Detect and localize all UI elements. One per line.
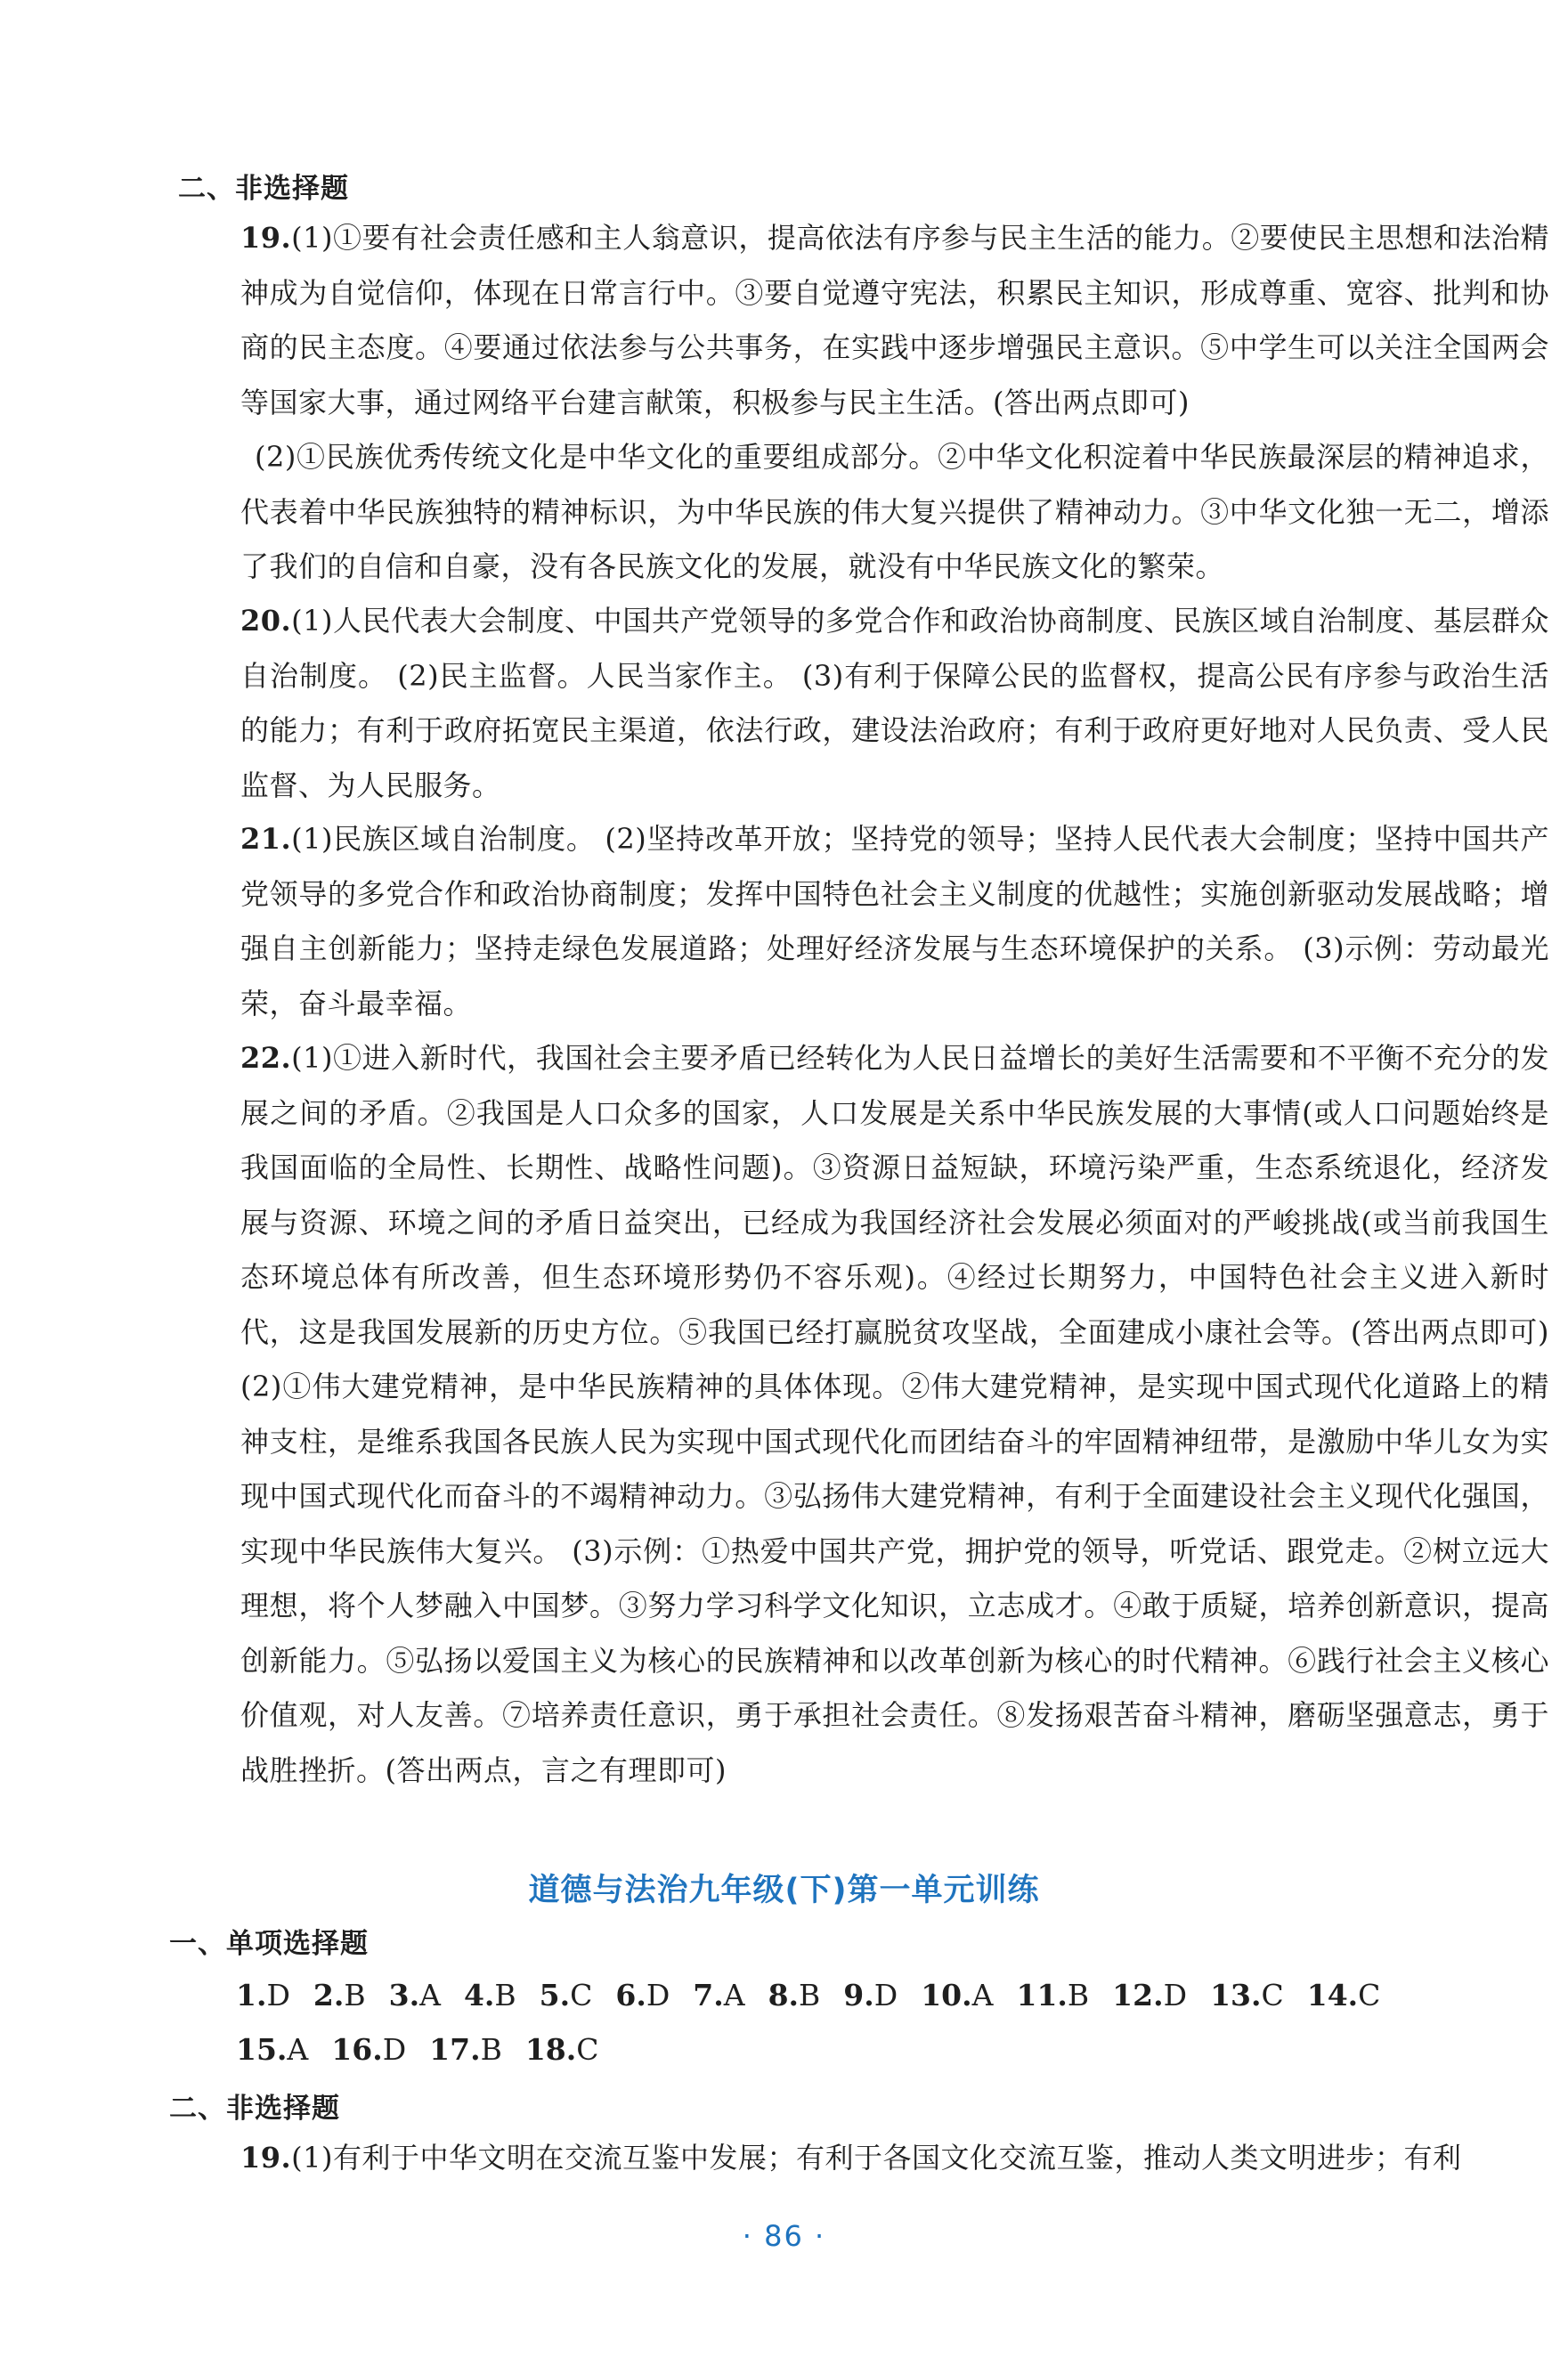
answer-letter: B	[494, 1978, 516, 2012]
unit-title: 道德与法治九年级(下)第一单元训练	[528, 1873, 1040, 1908]
answer-text: (1)①进入新时代，我国社会主要矛盾已经转化为人民日益增长的美好生活需要和不平衡不充分的发展之间的矛盾。②我国是人口众多的国家，人口发展是关系中华民族发展的大事情(或人口问题始终是我国面临的全局性、长期性、战略性问题)。③资源日益短缺，环境污染严重，生态系统退化，经济发展与资源、环境之间的矛盾日益突出，已经成为我国经济社会发展必须面对的严峻挑战(或当前我国生态环境总体有所改善，但生态环境形势仍不容乐观)。④经过长期努力，中国特色社会主义进入新时代，这是我国发展新的历史方位。⑤我国已经打赢脱贫攻坚战，全面建成小康社会等。(答出两点即可) (2)①伟大建党精神，是中华民族精神的具体体现。②伟大建党精神，是实现中国式现代化道路上的精神支柱，是维系我国各民族人民为实现中国式现代化而团结奋斗的牢固精神纽带，是激励中华儿女为实现中国式现代化而奋斗的不竭精神动力。③弘扬伟大建党精神，有利于全面建设社会主义现代化强国，实现中华民族伟大复兴。 (3)示例：①热爱中国共产党，拥护党的领导，听党话、跟党走。②树立远大理想，将个人梦融入中国梦。③努力学习科学文化知识，立志成才。④敢于质疑，培养创新意识，提高创新能力。⑤弘扬以爱国主义为核心的民族精神和以改革创新为核心的时代精神。⑥践行社会主义核心价值观，对人友善。⑦培养责任意识，勇于承担社会责任。⑧发扬艰苦奋斗精神，磨砺坚强意志，勇于战胜挫折。(答出两点，言之有理即可)	[240, 1041, 1549, 1787]
answer-letter: C	[570, 1978, 593, 2012]
answers-row	[236, 1968, 1554, 2022]
answer-text: (1)民族区域自治制度。 (2)坚持改革开放；坚持党的领导；坚持人民代表大会制度；坚持中国共产党领导的多党合作和政治协商制度；发挥中国特色社会主义制度的优越性；实施创新驱动发展战略；增强自主创新能力；坚持走绿色发展道路；处理好经济发展与生态环境保护的关系。 (3)示例：劳动最光荣，奋斗最幸福。	[240, 822, 1549, 1020]
answer-text: (1)①要有社会责任感和主人翁意识，提高依法有序参与民主生活的能力。②要使民主思想和法治精神成为自觉信仰，体现在日常言行中。③要自觉遵守宪法，积累民主知识，形成尊重、宽容、批判和协商的民主态度。④要通过依法参与公共事务，在实践中逐步增强民主意识。⑤中学生可以关注全国两会等国家大事，通过网络平台建言献策，积极参与民主生活。(答出两点即可)	[240, 221, 1549, 419]
answer-21	[240, 812, 1549, 1031]
question-number: 18.	[524, 2032, 577, 2067]
answer-item	[464, 1968, 516, 2022]
answer-letter: A	[971, 1978, 994, 2012]
answer-text: (1)有利于中华文明在交流互鉴中发展；有利于各国文化交流互鉴，推动人类文明进步；有利	[291, 2141, 1462, 2175]
question-number: 11.	[1016, 1978, 1068, 2012]
answer-item	[843, 1968, 898, 2022]
answer-item	[1112, 1968, 1187, 2022]
question-number: 6.	[615, 1978, 646, 2012]
question-number: 15.	[236, 2032, 288, 2067]
question-number: 22.	[240, 1041, 292, 1075]
question-number: 17.	[429, 2032, 481, 2067]
answers-row	[236, 2022, 1554, 2077]
answer-letter: B	[344, 1978, 366, 2012]
answer-item	[389, 1968, 441, 2022]
question-number: 4.	[463, 1978, 495, 2012]
question-number: 13.	[1210, 1978, 1262, 2012]
answer-item	[1210, 1968, 1284, 2022]
answer-item	[540, 1968, 593, 2022]
answer-item	[525, 2022, 599, 2077]
page-number: · 86 ·	[742, 2219, 826, 2253]
answer-letter: B	[1067, 1978, 1090, 2012]
question-number: 19.	[240, 2141, 292, 2175]
question-number: 5.	[539, 1978, 571, 2012]
question-number: 16.	[331, 2032, 383, 2067]
answer-letter: A	[419, 1978, 441, 2012]
answer-letter: B	[799, 1978, 821, 2012]
question-number: 3.	[388, 1978, 420, 2012]
question-number: 7.	[693, 1978, 724, 2012]
answer-letter: C	[1261, 1978, 1284, 2012]
answer-letter: B	[480, 2032, 502, 2067]
answer-19	[240, 211, 1549, 595]
answer-19-part2: (2)①民族优秀传统文化是中华文化的重要组成部分。②中华文化积淀着中华民族最深层的精神追求，代表着中华民族独特的精神标识，为中华民族的伟大复兴提供了精神动力。③中华文化独一无二，增添了我们的自信和自豪，没有各民族文化的发展，就没有中华民族文化的繁荣。	[240, 440, 1549, 583]
answer-letter: C	[576, 2032, 599, 2067]
answer-item	[693, 1968, 744, 2022]
answer-item	[1307, 1968, 1381, 2022]
answer-letter: D	[646, 1978, 670, 2012]
question-number: 9.	[843, 1978, 874, 2012]
question-number: 10.	[921, 1978, 972, 2012]
question-number: 19.	[240, 221, 292, 255]
answer-item	[331, 2022, 406, 2077]
answer-item	[768, 1968, 821, 2022]
answer-19-part1	[240, 211, 1549, 430]
answer-item	[313, 1968, 366, 2022]
section-heading-non-choice-2: 二、非选择题	[169, 2093, 340, 2125]
answer-letter: C	[1358, 1978, 1381, 2012]
question-number: 21.	[240, 822, 292, 856]
question-number: 14.	[1306, 1978, 1359, 2012]
answer-item	[615, 1968, 670, 2022]
question-number: 8.	[768, 1978, 800, 2012]
multiple-choice-answers	[236, 1968, 1554, 2077]
answer-19-unit1	[240, 2131, 1549, 2186]
answer-letter: D	[266, 1978, 290, 2012]
answer-letter: D	[382, 2032, 407, 2067]
question-number: 1.	[236, 1978, 267, 2012]
question-number: 20.	[240, 604, 292, 638]
answer-22	[240, 1031, 1549, 1798]
answer-letter: A	[287, 2032, 309, 2067]
question-number: 2.	[313, 1978, 345, 2012]
answer-letter: D	[873, 1978, 898, 2012]
answer-letter: A	[723, 1978, 745, 2012]
answer-item	[429, 2022, 502, 2077]
answer-text: (1)人民代表大会制度、中国共产党领导的多党合作和政治协商制度、民族区域自治制度、基层群众自治制度。 (2)民主监督。人民当家作主。 (3)有利于保障公民的监督权，提高公民有序参与政治生活的能力；有利于政府拓宽民主渠道，依法行政，建设法治政府；有利于政府更好地对人民负责、受人民监督、为人民服务。	[240, 604, 1549, 802]
question-number: 12.	[1112, 1978, 1164, 2012]
answer-20	[240, 594, 1549, 813]
answer-letter: D	[1163, 1978, 1188, 2012]
answer-item	[236, 2022, 308, 2077]
answer-item	[921, 1968, 993, 2022]
answer-item	[236, 1968, 290, 2022]
section-heading-non-choice: 二、非选择题	[178, 173, 349, 205]
section-heading-single-choice: 一、单项选择题	[169, 1928, 369, 1960]
answer-item	[1016, 1968, 1089, 2022]
